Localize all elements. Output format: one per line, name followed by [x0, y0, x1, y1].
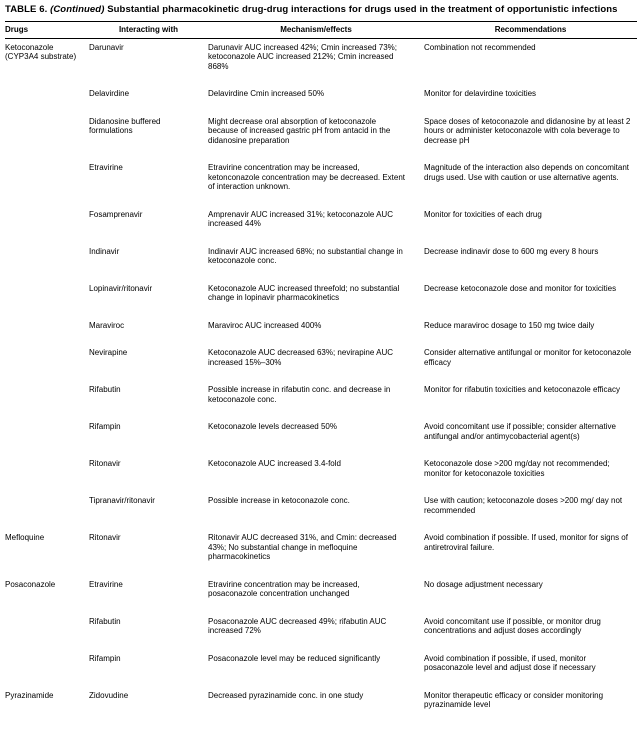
interacting-with-cell: Delavirdine [89, 89, 130, 98]
drug-name-cell [5, 317, 89, 345]
table-title [5, 4, 637, 15]
mechanism-effects-cell: Ketoconazole AUC increased threefold; no substantial change in lopinavir pharmacokinetics [208, 283, 400, 302]
recommendation-cell: Ketoconazole dose >200 mg/day not recommended; monitor for ketoconazole toxicities [424, 459, 610, 478]
drug-name-cell [5, 280, 89, 317]
recommendation-cell: Monitor therapeutic efficacy or consider monitoring pyrazinamide level [424, 690, 604, 709]
interacting-with-cell: Rifampin [89, 653, 121, 663]
mechanism-effects-cell: Might decrease oral absorption of ketoconazole because of increased gastric pH from antacid in the didanosine preparation [208, 116, 391, 145]
mechanism-effects-cell: Delavirdine Cmin increased 50% [208, 89, 325, 98]
table-row [5, 206, 637, 243]
table-row [5, 344, 637, 381]
mechanism-effects-cell: Possible increase in rifabutin conc. and decrease in ketoconazole conc. [208, 385, 391, 404]
table-row [5, 529, 637, 576]
interacting-with-cell: Zidovudine [89, 690, 129, 700]
mechanism-effects-cell: Ketoconazole levels decreased 50% [208, 422, 337, 431]
mechanism-effects-cell: Amprenavir AUC increased 31%; ketoconazole AUC increased 44% [208, 209, 393, 228]
recommendation-cell: Decrease indinavir dose to 600 mg every 8 hours [424, 246, 599, 256]
table-number: TABLE 6. [5, 4, 48, 15]
table-row [5, 455, 637, 492]
interacting-with-cell: Ritonavir [89, 459, 121, 468]
mechanism-effects-cell: Indinavir AUC increased 68%; no substantial change in ketoconazole conc. [208, 246, 403, 265]
drug-interactions-table [5, 21, 637, 724]
column-header-mechanism-effects: Mechanism/effects [208, 22, 424, 39]
interacting-with-cell: Fosamprenavir [89, 209, 143, 219]
interacting-with-cell: Etravirine [89, 163, 123, 172]
table-row [5, 576, 637, 613]
drug-name-cell [5, 113, 89, 160]
recommendation-cell: Consider alternative antifungal or monitor for ketoconazole efficacy [424, 348, 632, 367]
interacting-with-cell: Nevirapine [89, 348, 128, 357]
recommendation-cell: Space doses of ketoconazole and didanosine by at least 2 hours or administer ketoconazole with cola beverage to decrease pH [424, 116, 631, 145]
column-header-interacting-with: Interacting with [89, 22, 208, 39]
recommendation-cell: Avoid concomitant use if possible; consider alternative antifungal and/or antimycobacterial agent(s) [424, 422, 616, 441]
recommendation-cell: Avoid concomitant use if possible, or monitor drug concentrations and adjust doses accordingly [424, 616, 601, 635]
recommendation-cell: Combination not recommended [424, 42, 536, 52]
interacting-with-cell: Maraviroc [89, 320, 125, 330]
recommendation-cell: Monitor for toxicities of each drug [424, 209, 542, 219]
drug-name-cell [5, 613, 89, 650]
interacting-with-cell: Didanosine buffered formulations [89, 116, 161, 135]
recommendation-cell: Monitor for rifabutin toxicities and ketoconazole efficacy [424, 385, 620, 394]
interacting-with-cell: Darunavir [89, 42, 124, 52]
drug-name-cell [5, 85, 89, 113]
mechanism-effects-cell: Decreased pyrazinamide conc. in one study [208, 690, 364, 700]
table-row [5, 280, 637, 317]
mechanism-effects-cell: Ketoconazole AUC increased 3.4-fold [208, 459, 341, 468]
mechanism-effects-cell: Etravirine concentration may be increased, ketonconazole concentration may be decreased. Extent of interaction unknown. [208, 163, 406, 191]
drug-name-cell [5, 344, 89, 381]
recommendation-cell: Monitor for delavirdine toxicities [424, 89, 537, 98]
drug-name-cell [5, 650, 89, 687]
column-header-drugs: Drugs [5, 22, 89, 39]
drug-name-cell: Posaconazole [5, 579, 56, 589]
interacting-with-cell: Tipranavir/ritonavir [89, 496, 155, 505]
recommendation-cell: No dosage adjustment necessary [424, 579, 543, 589]
interacting-with-cell: Rifabutin [89, 385, 121, 394]
interacting-with-cell: Rifabutin [89, 616, 121, 626]
recommendation-cell: Use with caution; ketoconazole doses >200 mg/ day not recommended [424, 496, 623, 515]
table-title-text: Substantial pharmacokinetic drug-drug interactions for drugs used in the treatment of opportunistic infections [107, 4, 618, 15]
table-row [5, 418, 637, 455]
mechanism-effects-cell: Posaconazole level may be reduced significantly [208, 653, 381, 663]
drug-name-cell [5, 243, 89, 280]
recommendation-cell: Avoid combination if possible, if used, monitor posaconazole level and adjust dose if necessary [424, 653, 596, 672]
recommendation-cell: Decrease ketoconazole dose and monitor for toxicities [424, 283, 617, 293]
recommendation-cell: Reduce maraviroc dosage to 150 mg twice daily [424, 320, 595, 330]
table-row [5, 687, 637, 724]
table-row [5, 243, 637, 280]
table-row [5, 381, 637, 418]
interacting-with-cell: Ritonavir [89, 533, 121, 542]
interacting-with-cell: Indinavir [89, 246, 120, 256]
table-row [5, 492, 637, 529]
interacting-with-cell: Lopinavir/ritonavir [89, 283, 153, 293]
table-header [5, 22, 637, 39]
table-row [5, 317, 637, 345]
table-row [5, 113, 637, 160]
recommendation-cell: Avoid combination if possible. If used, monitor for signs of antiretroviral failure. [424, 533, 628, 552]
interacting-with-cell: Rifampin [89, 422, 121, 431]
table-row [5, 38, 637, 85]
table-body [5, 38, 637, 724]
mechanism-effects-cell: Maraviroc AUC increased 400% [208, 320, 322, 330]
table-row [5, 650, 637, 687]
header-row [5, 22, 637, 39]
drug-name-cell: Ketoconazole (CYP3A4 substrate) [5, 42, 77, 61]
table-row [5, 85, 637, 113]
mechanism-effects-cell: Possible increase in ketoconazole conc. [208, 496, 350, 505]
drug-name-cell [5, 492, 89, 529]
mechanism-effects-cell: Darunavir AUC increased 42%; Cmin increased 73%; ketoconazole AUC increased 212%; Cmin increased 868% [208, 42, 397, 71]
mechanism-effects-cell: Etravirine concentration may be increased, posaconazole concentration unchanged [208, 579, 360, 598]
interacting-with-cell: Etravirine [89, 579, 123, 589]
drug-name-cell [5, 381, 89, 418]
drug-name-cell [5, 418, 89, 455]
mechanism-effects-cell: Ketoconazole AUC decreased 63%; nevirapine AUC increased 15%–30% [208, 348, 393, 367]
mechanism-effects-cell: Ritonavir AUC decreased 31%, and Cmin: decreased 43%; No substantial change in mefloquine pharmacokinetics [208, 533, 397, 561]
table-row [5, 613, 637, 650]
table-row [5, 159, 637, 206]
drug-name-cell: Mefloquine [5, 533, 45, 542]
drug-name-cell [5, 159, 89, 206]
mechanism-effects-cell: Posaconazole AUC decreased 49%; rifabutin AUC increased 72% [208, 616, 387, 635]
drug-name-cell [5, 206, 89, 243]
table-continued-label: (Continued) [50, 4, 105, 15]
recommendation-cell: Magnitude of the interaction also depends on concomitant drugs used. Use with caution or use alternative agents. [424, 163, 630, 182]
column-header-recommendations: Recommendations [424, 22, 637, 39]
drug-name-cell [5, 455, 89, 492]
drug-name-cell: Pyrazinamide [5, 690, 54, 700]
